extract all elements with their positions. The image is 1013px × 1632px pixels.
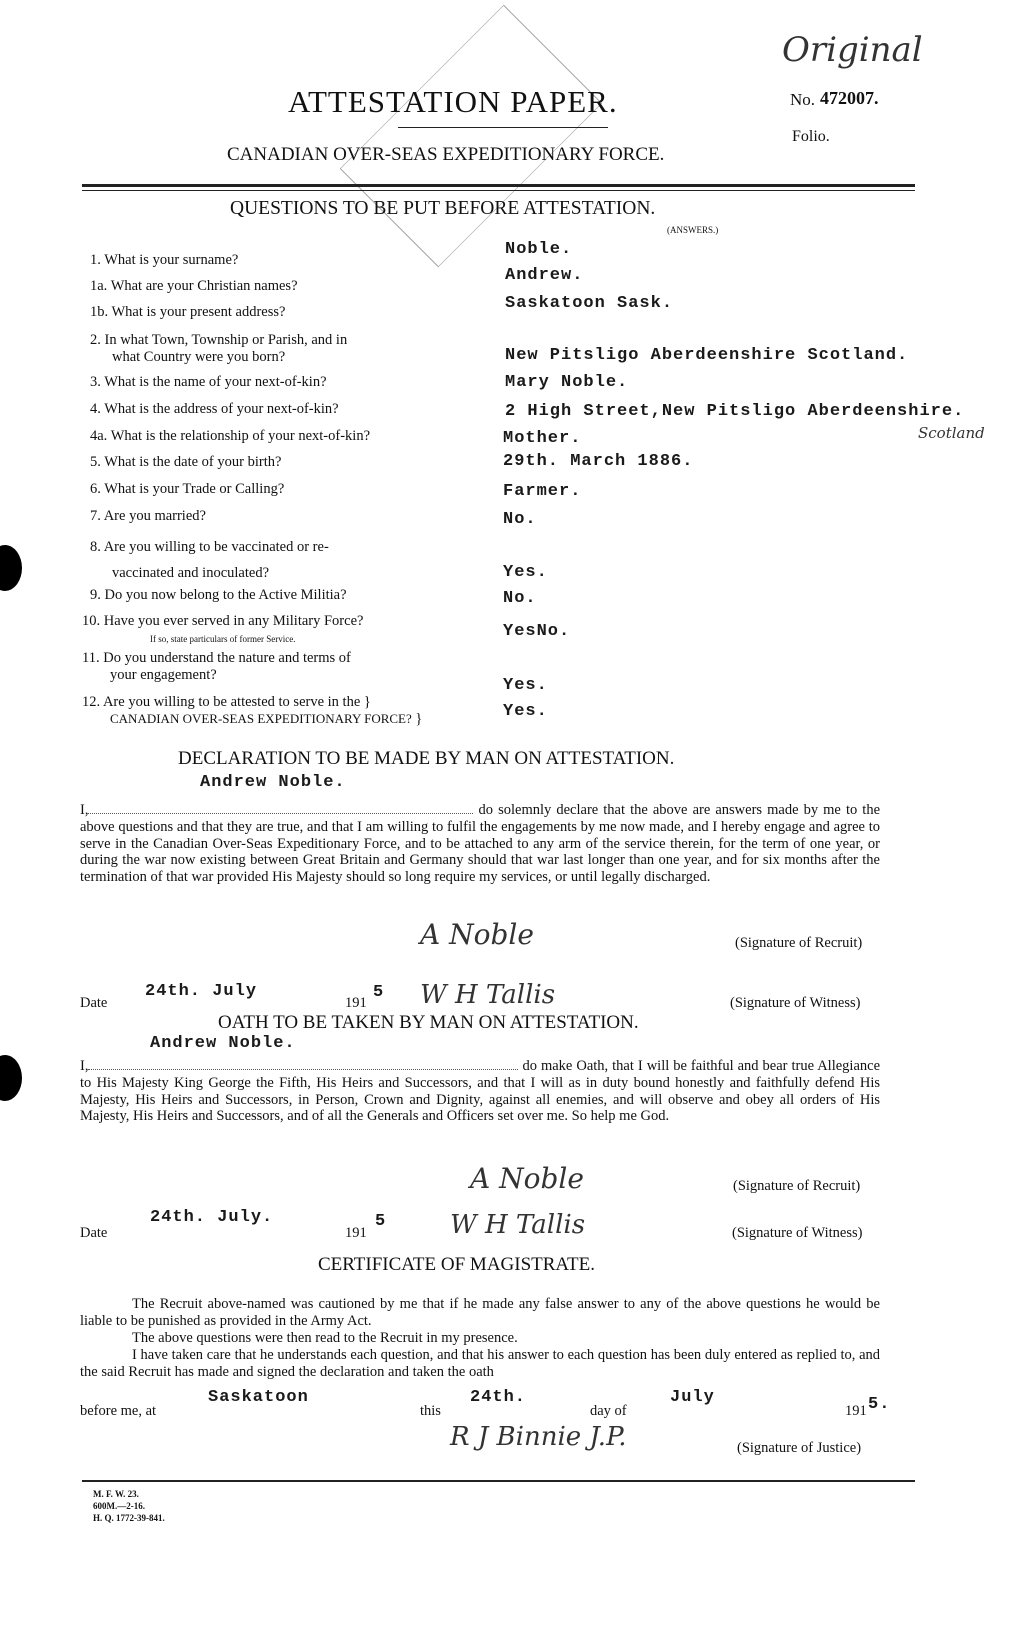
answer-birthplace: New Pitsligo Aberdeenshire Scotland. bbox=[505, 346, 909, 365]
handwritten-note: Original bbox=[782, 30, 923, 70]
punch-hole bbox=[0, 545, 22, 591]
stamp-mark bbox=[340, 5, 602, 267]
answer-vaccinated: Yes. bbox=[503, 563, 548, 582]
signature-label: (Signature of Justice) bbox=[737, 1440, 862, 1456]
year-prefix: 191 bbox=[345, 995, 367, 1011]
divider bbox=[82, 190, 915, 191]
date-label: Date bbox=[80, 995, 108, 1011]
answer-willing: Yes. bbox=[503, 702, 548, 721]
declaration-date: 24th. July bbox=[145, 982, 258, 1001]
answer-next-of-kin: Mary Noble. bbox=[505, 373, 629, 392]
place: Saskatoon bbox=[208, 1388, 309, 1407]
subtitle: CANADIAN OVER-SEAS EXPEDITIONARY FORCE. bbox=[227, 144, 665, 165]
answer-relationship: Mother. bbox=[503, 429, 582, 448]
certificate-paragraph: The Recruit above-named was cautioned by me that if he made any false answer to any of the above questions he would be liable to be punished as provided in the Army Act. bbox=[80, 1296, 880, 1329]
question-11: 11. Do you understand the nature and terms of your engagement? bbox=[82, 650, 351, 683]
before-label: before me, at bbox=[80, 1403, 157, 1419]
month: July bbox=[670, 1388, 715, 1407]
answer-understand: Yes. bbox=[503, 676, 548, 695]
declaration-body: I, do solemnly declare that the above are answers made by me to the above questions and that they are true, and that I am willing to fulfil the engagements by me now made, and I hereby engage and agree to serve in the Canadian Over-Seas Expeditionary Force, and to be attached to any arm of the service therein, for the term of one year, or during the war now existing between Great Britain and Germany should that war last longer than one year, and for six months after the termination of that war provided His Majesty should so long require my services, or until legally discharged. bbox=[80, 802, 881, 886]
oath-witness-signature: W H Tallis bbox=[450, 1210, 586, 1240]
year-suffix: 5 bbox=[373, 983, 385, 1002]
question-6: 6. What is your Trade or Calling? bbox=[90, 481, 285, 497]
folio-label: Folio. bbox=[792, 128, 830, 145]
divider bbox=[398, 127, 608, 128]
question-4a: 4a. What is the relationship of your next-of-kin? bbox=[90, 428, 371, 444]
punch-hole bbox=[0, 1055, 22, 1101]
question-1: 1. What is your surname? bbox=[90, 252, 239, 268]
signature-label: (Signature of Recruit) bbox=[735, 935, 863, 951]
questions-heading: QUESTIONS TO BE PUT BEFORE ATTESTATION. bbox=[230, 198, 656, 219]
document-title: ATTESTATION PAPER. bbox=[288, 84, 618, 119]
answer-address: Saskatoon Sask. bbox=[505, 294, 674, 313]
question-1a: 1a. What are your Christian names? bbox=[90, 278, 298, 294]
declaration-name: Andrew Noble. bbox=[200, 773, 346, 792]
day-of-label: day of bbox=[590, 1403, 627, 1419]
question-12: 12. Are you willing to be attested to serve in the } CANADIAN OVER-SEAS EXPEDITIONARY FORCE? } bbox=[82, 694, 423, 727]
date-label: Date bbox=[80, 1225, 108, 1241]
form-code: M. F. W. 23. 600M.—2-16. H. Q. 1772-39-841. bbox=[93, 1489, 165, 1523]
certificate-paragraph: I have taken care that he understands each question, and that his answer to each question has been duly entered as replied to, and the said Recruit has made and signed the declaration and taken the oath bbox=[80, 1347, 880, 1380]
year-prefix: 191 bbox=[845, 1403, 867, 1419]
year-suffix: 5. bbox=[868, 1395, 891, 1414]
oath-body: I, do make Oath, that I will be faithful and bear true Allegiance to His Majesty King George the Fifth, His Heirs and Successors, and that I will as in duty bound honestly and faithfully defend His Majesty, His Heirs and Successors, in Person, Crown and Dignity, against all enemies, and will observe and obey all orders of His Majesty, His Heirs and Successors, and of all the Generals and Officers set over me. So help me God. bbox=[80, 1058, 881, 1125]
answer-birth-date: 29th. March 1886. bbox=[503, 452, 694, 471]
number-value: 472007. bbox=[820, 88, 879, 108]
answer-surname: Noble. bbox=[505, 240, 573, 259]
question-4: 4. What is the address of your next-of-kin? bbox=[90, 401, 339, 417]
divider bbox=[82, 184, 915, 187]
question-10: 10. Have you ever served in any Military Force? If so, state particulars of former Service. bbox=[82, 613, 364, 644]
answer-trade: Farmer. bbox=[503, 482, 582, 501]
question-1b: 1b. What is your present address? bbox=[90, 304, 286, 320]
signature-label: (Signature of Witness) bbox=[730, 995, 861, 1011]
answer-militia: No. bbox=[503, 589, 537, 608]
oath-recruit-signature: A Noble bbox=[470, 1162, 584, 1195]
question-9: 9. Do you now belong to the Active Militia? bbox=[90, 587, 347, 603]
answer-next-of-kin-address: 2 High Street,New Pitsligo Aberdeenshire. bbox=[505, 402, 965, 421]
answers-label: (ANSWERS.) bbox=[667, 225, 719, 235]
question-8: 8. Are you willing to be vaccinated or re- vaccinated and inoculated? bbox=[90, 539, 329, 581]
day: 24th. bbox=[470, 1388, 527, 1407]
signature-label: (Signature of Witness) bbox=[732, 1225, 863, 1241]
declaration-witness-signature: W H Tallis bbox=[420, 980, 556, 1010]
year-suffix: 5 bbox=[375, 1212, 387, 1231]
year-prefix: 191 bbox=[345, 1225, 367, 1241]
question-7: 7. Are you married? bbox=[90, 508, 206, 524]
declaration-heading: DECLARATION TO BE MADE BY MAN ON ATTESTATION. bbox=[178, 748, 675, 769]
oath-heading: OATH TO BE TAKEN BY MAN ON ATTESTATION. bbox=[218, 1012, 639, 1033]
signature-label: (Signature of Recruit) bbox=[733, 1178, 861, 1194]
question-5: 5. What is the date of your birth? bbox=[90, 454, 282, 470]
answer-married: No. bbox=[503, 510, 537, 529]
question-3: 3. What is the name of your next-of-kin? bbox=[90, 374, 327, 390]
answer-military-service: YesNo. bbox=[503, 622, 571, 641]
answer-christian-names: Andrew. bbox=[505, 266, 584, 285]
certificate-heading: CERTIFICATE OF MAGISTRATE. bbox=[318, 1254, 596, 1275]
this-label: this bbox=[420, 1403, 441, 1419]
justice-signature: R J Binnie J.P. bbox=[450, 1422, 627, 1452]
oath-name: Andrew Noble. bbox=[150, 1034, 296, 1053]
question-2: 2. In what Town, Township or Parish, and in what Country were you born? bbox=[90, 332, 348, 365]
handwritten-country: Scotland bbox=[918, 424, 985, 442]
oath-date: 24th. July. bbox=[150, 1208, 274, 1227]
declaration-recruit-signature: A Noble bbox=[420, 918, 534, 951]
number-label: No. bbox=[790, 90, 816, 109]
divider bbox=[82, 1480, 915, 1482]
certificate-paragraph: The above questions were then read to the Recruit in my presence. bbox=[132, 1330, 518, 1346]
